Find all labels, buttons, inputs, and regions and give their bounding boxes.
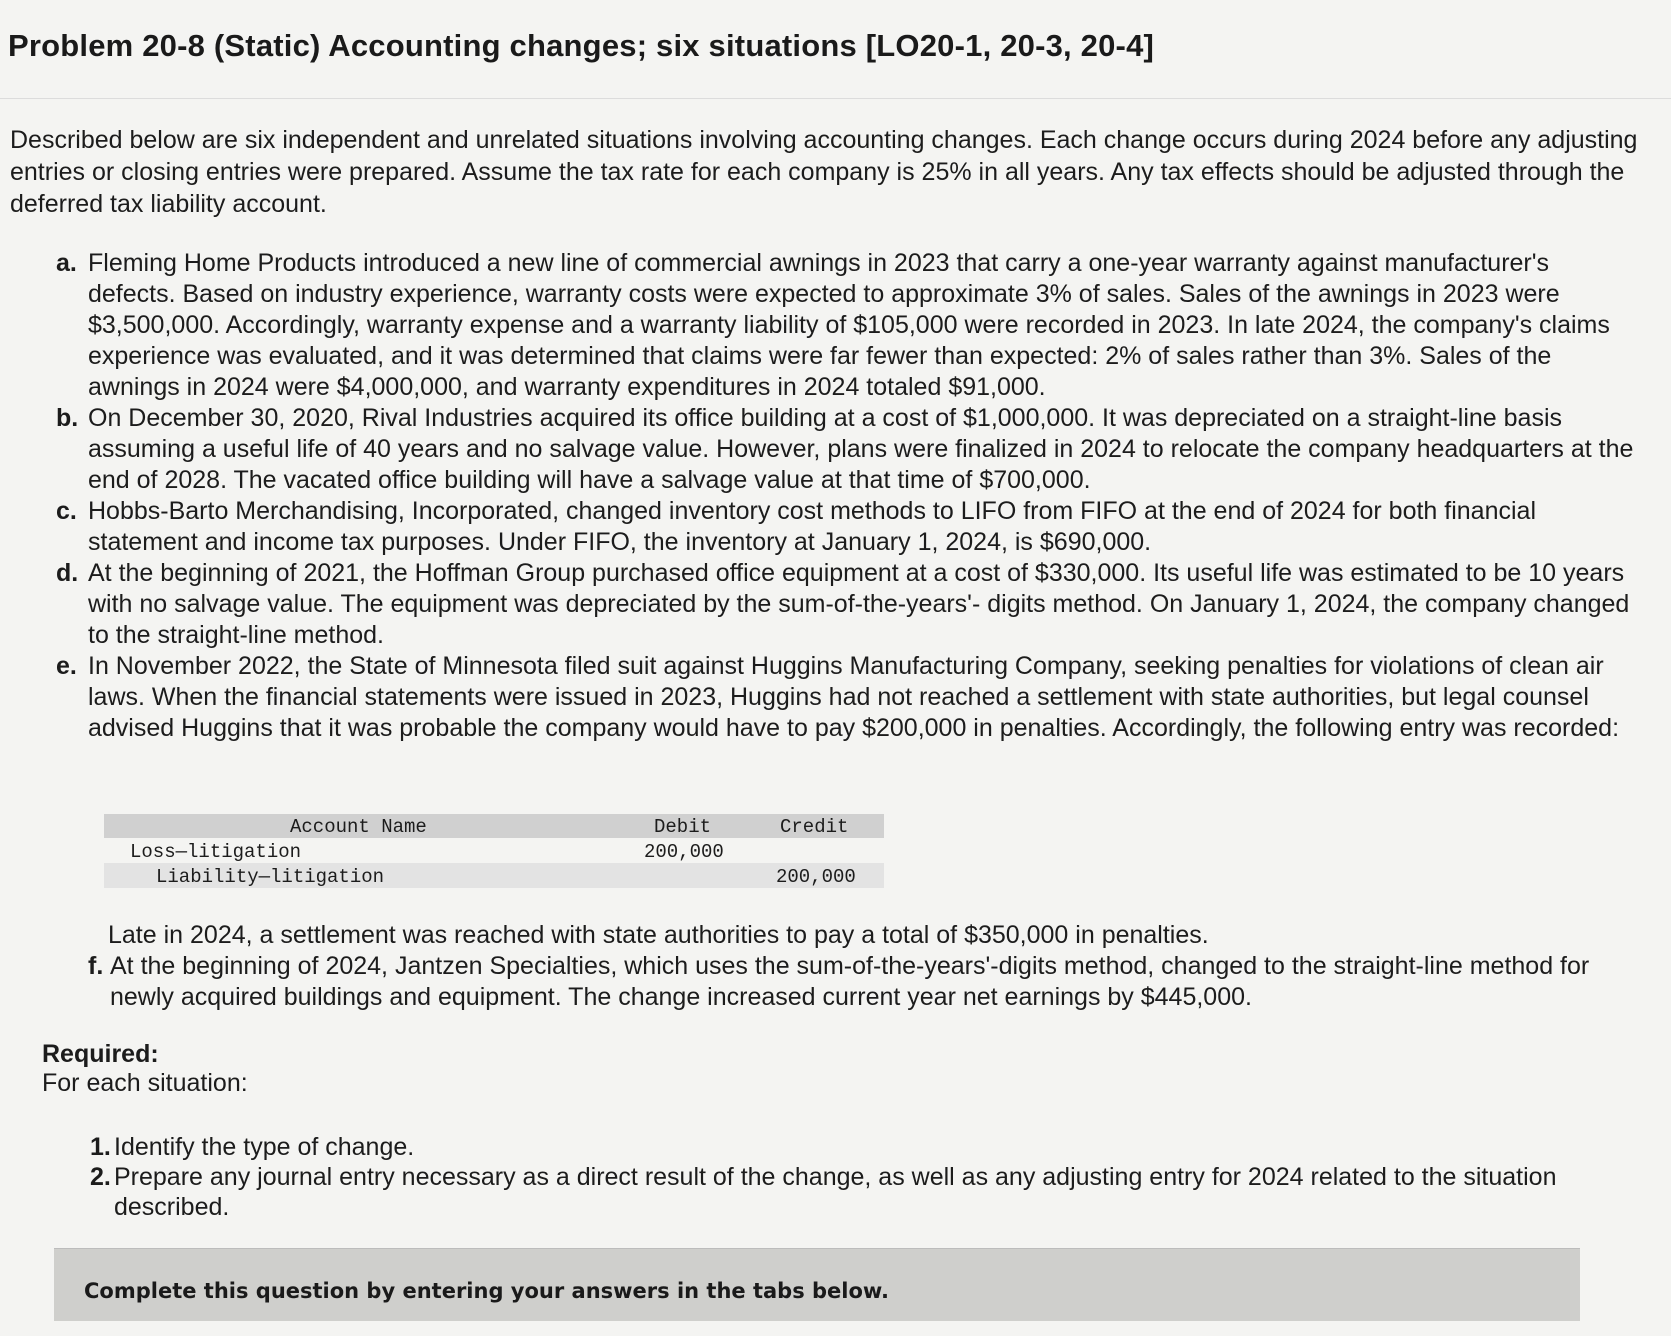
title-divider	[0, 98, 1671, 99]
journal-header-row	[104, 814, 884, 838]
situation-item	[50, 248, 1640, 403]
situation-text: At the beginning of 2024, Jantzen Specialties, which uses the sum-of-the-years'-digits method, changed to the straight-line method for newly acquired buildings and equipment. The change increased current year net earnings by $445,000.	[110, 952, 1590, 1011]
instruction-banner-text: Complete this question by entering your answers in the tabs below.	[84, 1279, 889, 1303]
requirement-number: 1.	[90, 1133, 111, 1161]
situation-item	[50, 558, 1640, 651]
requirement-item	[90, 1162, 1630, 1222]
situation-letter: c.	[56, 497, 77, 525]
journal-row	[104, 863, 884, 888]
journal-account: Liability—litigation	[156, 866, 385, 888]
situation-text: In November 2022, the State of Minnesota filed suit against Huggins Manufacturing Company, seeking penalties for violations of clean air laws. When the financial statements were issued in 2023, Huggins had not reached a settlement with state authorities, but legal counsel advised Huggins that it was probable the company would have to pay $200,000 in penalties. Accordingly, the following entry was recorded:	[88, 652, 1620, 742]
requirement-number: 2.	[90, 1163, 111, 1191]
required-heading: Required:	[42, 1040, 159, 1068]
journal-account: Loss—litigation	[130, 841, 302, 863]
requirement-text: Identify the type of change.	[114, 1133, 415, 1161]
situation-text: At the beginning of 2021, the Hoffman Group purchased office equipment at a cost of $330,000. Its useful life was estimated to be 10 years with no salvage value. The equipment was depreciated by the sum-of-the-years'- digits method. On January 1, 2024, the company changed to the straight-line method.	[88, 559, 1630, 649]
requirement-item	[90, 1132, 1630, 1162]
situation-text: Hobbs-Barto Merchandising, Incorporated, changed inventory cost methods to LIFO from FIFO at the end of 2024 for both financial statement and income tax purposes. Under FIFO, the inventory at January 1, 2024, is $690,000.	[88, 497, 1536, 556]
situation-letter: a.	[56, 249, 77, 277]
instruction-banner	[54, 1248, 1580, 1321]
requirement-text: Prepare any journal entry necessary as a direct result of the change, as well as any adjusting entry for 2024 related to the situation described.	[114, 1163, 1557, 1221]
journal-credit: 200,000	[776, 866, 856, 888]
problem-title: Problem 20-8 (Static) Accounting changes; six situations [LO20-1, 20-3, 20-4]	[8, 28, 1155, 63]
situation-text: Fleming Home Products introduced a new line of commercial awnings in 2023 that carry a one-year warranty against manufacturer's defects. Based on industry experience, warranty costs were expected to approximate 3% of sales. Sales of the awnings in 2023 were $3,500,000. Accordingly, warranty expense and a warranty liability of $105,000 were recorded in 2023. In late 2024, the company's claims experience was evaluated, and it was determined that claims were far fewer than expected: 2% of sales rather than 3%. Sales of the awnings in 2024 were $4,000,000, and warranty expenditures in 2024 totaled $91,000.	[88, 249, 1610, 401]
account-name-header: Account Name	[290, 816, 427, 838]
situation-letter: d.	[56, 559, 79, 587]
situation-letter: b.	[56, 404, 79, 432]
journal-entry-table	[104, 814, 884, 888]
situation-e-followup: Late in 2024, a settlement was reached with state authorities to pay a total of $350,000 in penalties.	[108, 921, 1209, 949]
credit-header: Credit	[780, 816, 849, 838]
journal-row	[104, 838, 884, 863]
situation-item	[88, 951, 1648, 1013]
situation-text: On December 30, 2020, Rival Industries acquired its office building at a cost of $1,000,000. It was depreciated on a straight-line basis assuming a useful life of 40 years and no salvage value. However, plans were finalized in 2024 to relocate the company headquarters at the end of 2028. The vacated office building will have a salvage value at that time of $700,000.	[88, 404, 1634, 494]
situation-item	[50, 496, 1640, 558]
situation-item	[50, 651, 1640, 744]
required-subheading: For each situation:	[42, 1069, 248, 1097]
situation-letter: e.	[56, 652, 77, 680]
after-entry-block	[88, 920, 1648, 1013]
situation-item	[50, 403, 1640, 496]
journal-debit: 200,000	[644, 841, 724, 863]
requirements-list	[90, 1132, 1630, 1222]
debit-header: Debit	[654, 816, 712, 838]
situation-letter: f.	[88, 952, 104, 980]
problem-intro: Described below are six independent and unrelated situations involving accounting changes. Each change occurs during 2024 before any adjusting entries or closing entries were prepared. Assume the tax rate for each company is 25% in all years. Any tax effects should be adjusted through the deferred tax liability account.	[10, 126, 1638, 218]
situations-list	[50, 248, 1640, 744]
